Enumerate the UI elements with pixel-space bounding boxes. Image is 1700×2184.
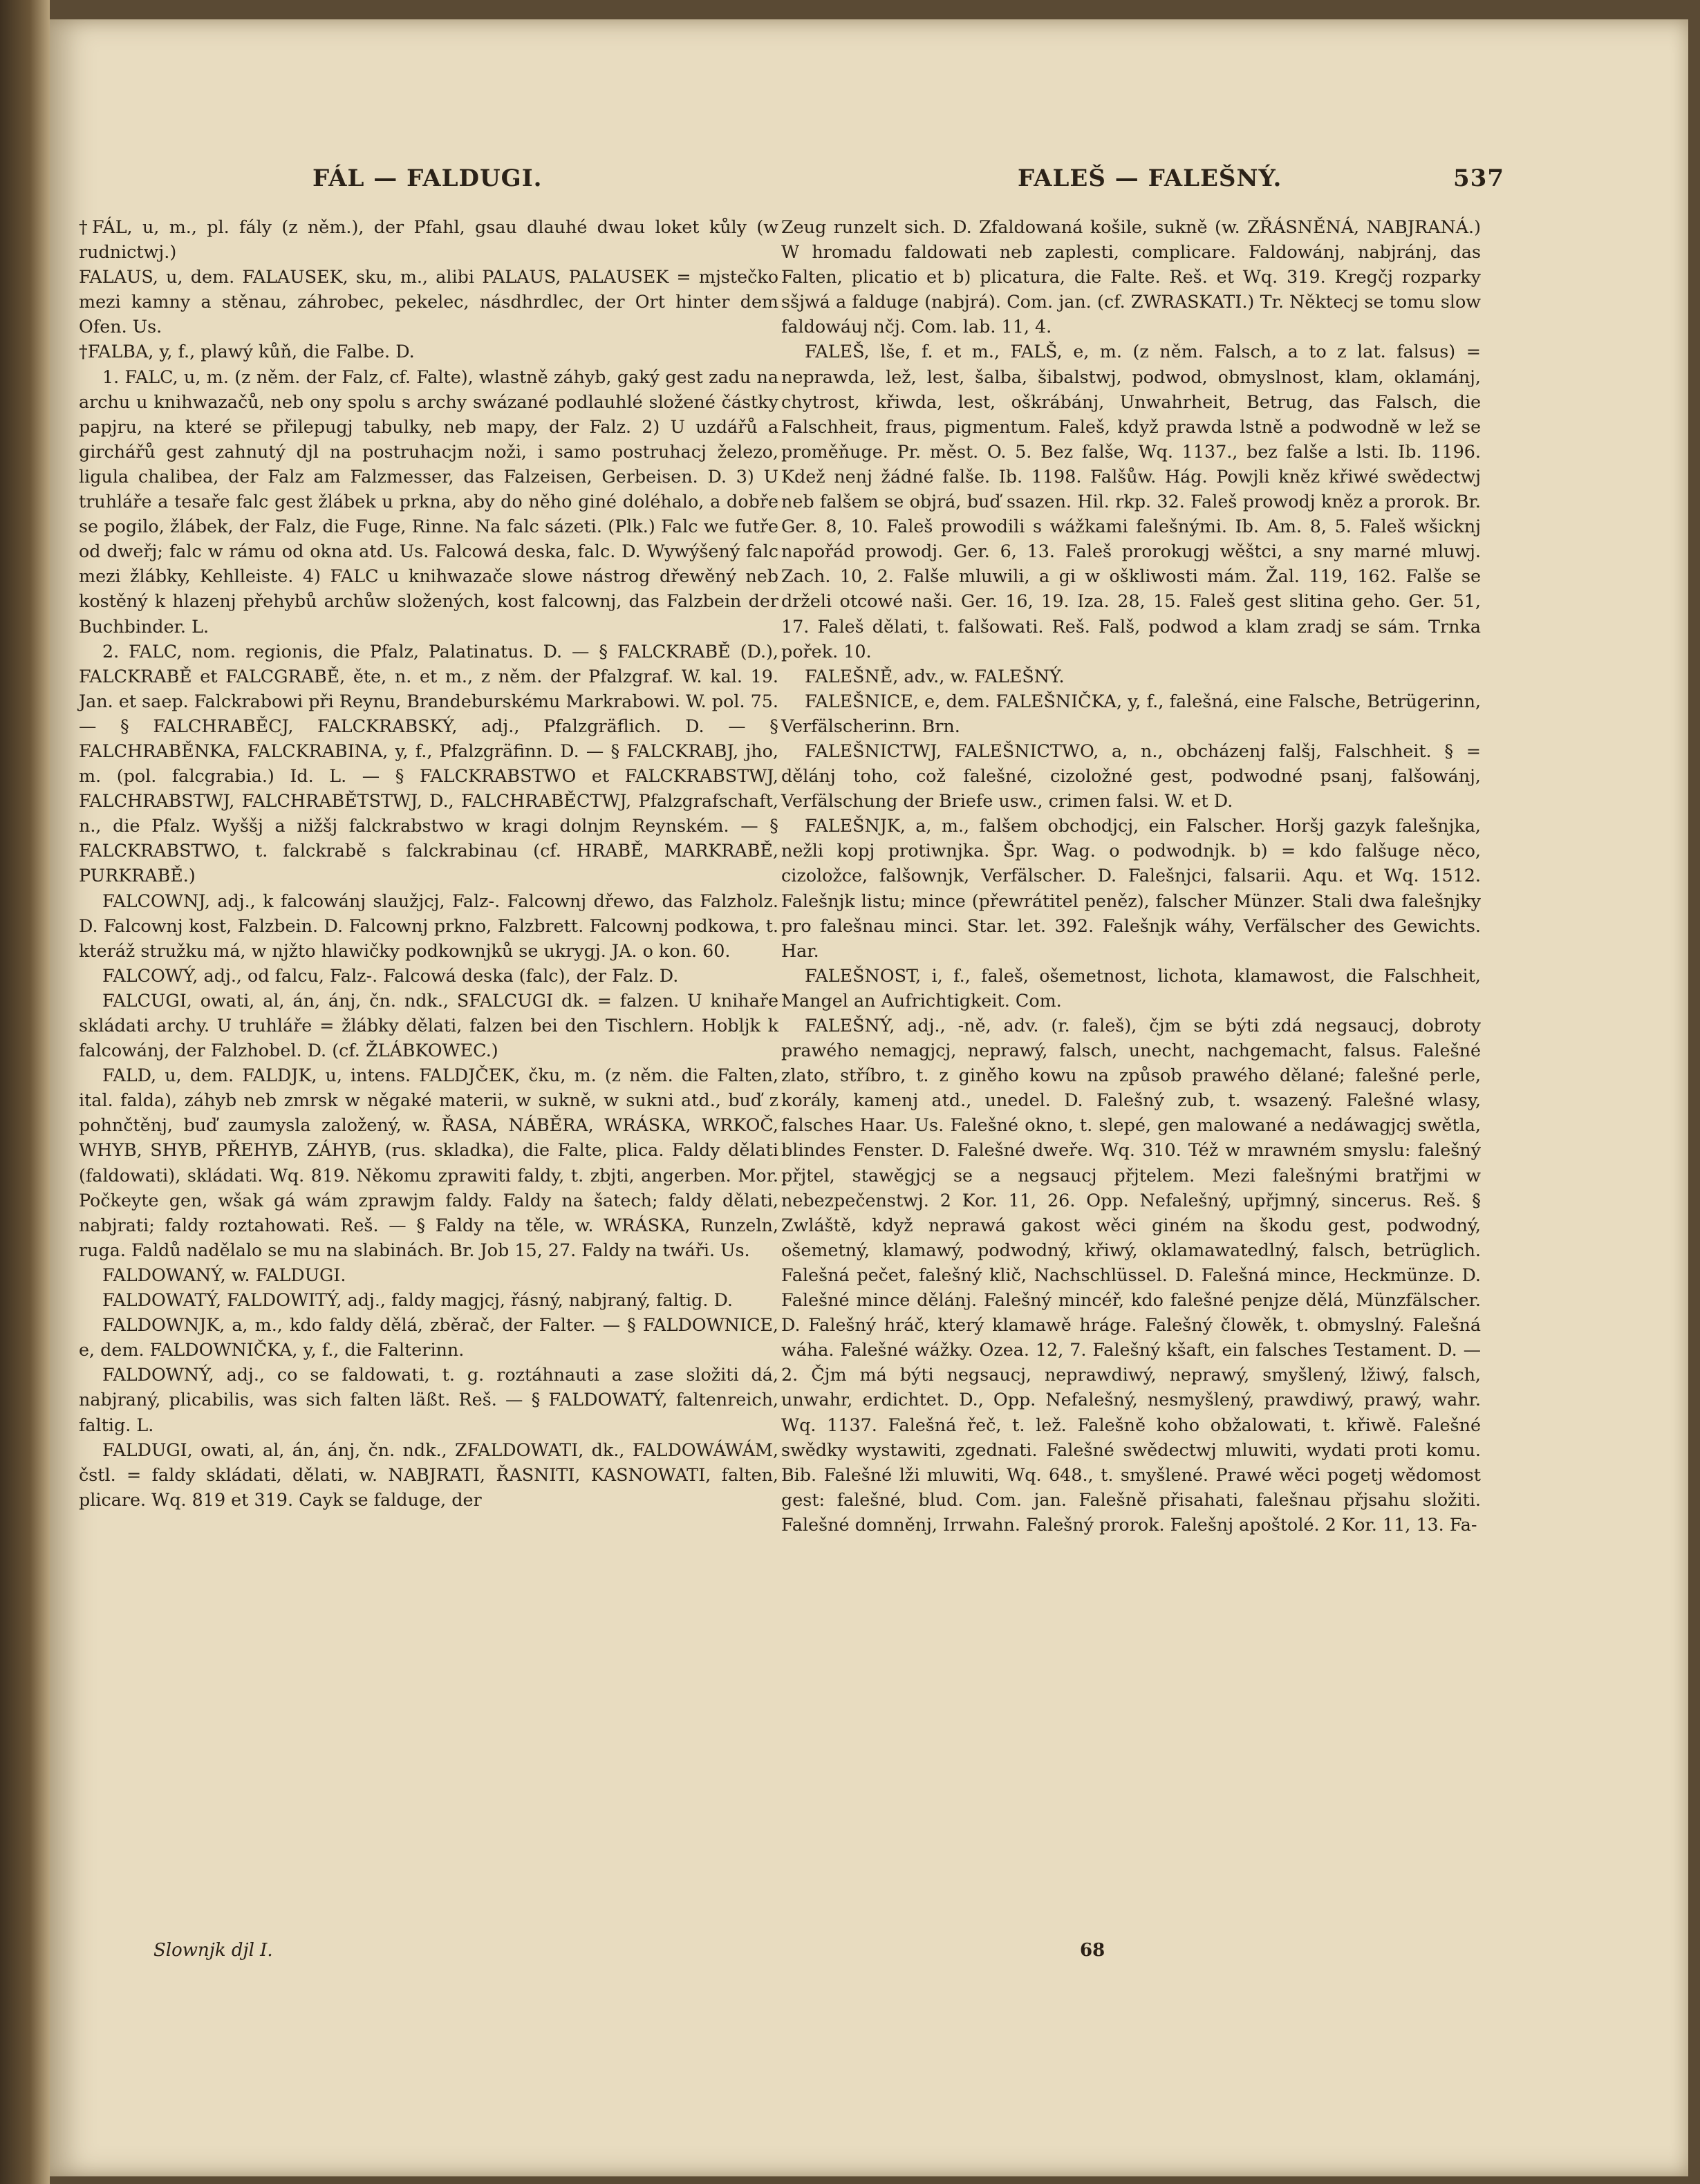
entry-falcugi: FALCUGI, owati, al, án, ánj, čn. ndk., SFALCUGI dk. = falzen. U knihaře skládati archy. U truhláře = žlábky dělati, falzen bei den Tischlern. Hobljk k falcowánj, der Falzhobel. D. (cf. ŽLÁBKOWEC.) xyxy=(79,989,778,1061)
entry-falcownj: FALCOWNJ, adj., k falcowánj slaužjcj, Falz-. Falcownj dřewo, das Falzholz. D. Falcownj kost, Falzbein. D. Falcownj prkno, Falzbrett. Falcownj podkowa, t. kteráž stružku má, w njžto hlawičky podkownjků se ukrygj. JA. o kon. 60. xyxy=(79,890,778,961)
dictionary-page xyxy=(50,19,1688,2176)
entry-falesnost: FALEŠNOST, i, f., faleš, ošemetnost, lichota, klamawost, die Falschheit, Mangel an Aufrichtigkeit. Com. xyxy=(781,964,1481,1011)
entry-falc-2: 2. FALC, nom. regionis, die Pfalz, Palatinatus. D. — § FALCKRABĚ (D.), FALCKRABĚ et FALCGRABĚ, ěte, n. et m., z něm. der Pfalzgraf. W. kal. 19. Jan. et saep. Falckrabowi při Reynu, Brandeburskému Markrabowi. W. pol. 75. — § FALCHRABĚCJ, FALCKRABSKÝ, adj., Pfalzgräflich. D. — § FALCHRABĚNKA, FALCKRABINA, y, f., Pfalzgräfinn. D. — § FALCKRABJ, jho, m. (pol. falcgrabia.) Id. L. — § FALCKRABSTWO et FALCKRABSTWJ, FALCHRABSTWJ, FALCHRABĚTSTWJ, D., FALCHRABĚCTWJ, Pfalzgrafschaft, n., die Pfalz. Wyššj a nižšj falckrabstwo w kragi dolnjm Reynském. — § FALCKRABSTWO, t. falckrabě s falckrabinau (cf. HRABĚ, MARKRABĚ, PURKRABĚ.) xyxy=(79,640,778,886)
entry-falcowy: FALCOWÝ, adj., od falcu, Falz-. Falcowá deska (falc), der Falz. D. xyxy=(102,964,679,986)
header-right-guide-words: FALEŠ — FALEŠNÝ. xyxy=(1018,165,1282,192)
entry-falesnictwj: FALEŠNICTWJ, FALEŠNICTWO, a, n., obcházenj falšj, Falschheit. § = dělánj toho, což falešné, cizoložné gest, podwodné psanj, falšowánj, Verfälschung der Briefe usw., crimen falsi. W. et D. xyxy=(781,740,1481,812)
running-header xyxy=(50,165,1688,206)
sheet-number: 68 xyxy=(1080,1940,1105,1961)
page-number: 537 xyxy=(1453,165,1504,192)
entry-falesne: FALEŠNĚ, adv., w. FALEŠNÝ. xyxy=(805,665,1065,687)
entry-faldugi-continued: Zeug runzelt sich. D. Zfaldowaná košile, sukně (w. ZŘÁSNĚNÁ, NABJRANÁ.) W hromadu faldowati neb zaplesti, complicare. Faldowánj, nabjránj, das Falten, plicatio et b) plicatura, die Falte. Reš. et Wq. 319. Kregčj rozparky sšjwá a falduge (nabjrá). Com. jan. (cf. ZWRASKATI.) Tr. Něktecj se tomu slow faldowáuj nčj. Com. lab. 11, 4. xyxy=(781,216,1481,337)
entry-fal: †FÁL, u, m., pl. fály (z něm.), der Pfahl, gsau dlauhé dwau loket kůly (w rudnictwj.) xyxy=(79,216,778,263)
book-spine-shadow xyxy=(0,0,50,2184)
left-column xyxy=(79,214,778,1512)
entry-falba: †FALBA, y, f., plawý kůň, die Falbe. D. xyxy=(79,341,415,362)
entry-falesny: FALEŠNÝ, adj., -ně, adv. (r. faleš), čjm se býti zdá negsaucj, dobroty prawého nemagjcj, neprawý, falsch, unecht, nachgemacht, falsus. Falešné zlato, stříbro, t. z gině́ho kowu na způsob prawého dělané; falešné perle, korály, kamenj atd., unedel. D. Falešný zub, t. wsazený. Falešné wlasy, falsches Haar. Us. Falešné okno, t. slepé, gen malowané a nedáwagjcj swětla, blindes Fenster. D. Falešné dweře. Wq. 310. Též w mrawném smyslu: falešný přjtel, stawěgjcj se a negsaucj přjtelem. Mezi falešnými bratřjmi w nebezpečenstwj. 2 Kor. 11, 26. Opp. Nefalešný, upřjmný, sincerus. Reš. § Zwláště, když neprawá gakost wěci giném na škodu gest, podwodný, ošemetný, klamawý, podwodný, křiwý, oklamawatedlný, falsch, betrüglich. Falešná pečet, falešný klič, Nachschlüssel. D. Falešná mince, Heckmünze. D. Falešné mince dělánj. Falešný mincéř, kdo falešné penjze dělá, Münzfälscher. D. Falešný hráč, který klamawě hráge. Falešný člowěk, t. obmyslný. Falešná wáha. Falešné wážky. Ozea. 12, 7. Falešný kšaft, ein falsches Testament. D. — 2. Čjm má býti negsaucj, neprawdiwý, neprawý, smyšlený, lžiwý, falsch, unwahr, erdichtet. D., Opp. Nefalešný, nesmyšlený, prawdiwý, prawý, wahr. Wq. 1137. Falešná řeč, t. lež. Falešně koho obžalowati, t. křiwě. Falešné swědky wystawiti, zgednati. Falešné swědectwj mluwiti, wydati proti komu. Bib. Falešné lži mluwiti, Wq. 648., t. smyšlené. Prawé wěci pogetj wědomost gest: falešné, blud. Com. jan. Falešně přisahati, falešnau přjsahu složiti. Falešné domněnj, Irrwahn. Falešný prorok. Falešnj apoštolé. 2 Kor. 11, 13. Fa- xyxy=(781,1015,1481,1535)
page-footer xyxy=(50,1940,1688,1975)
signature-mark: Slownjk djl I. xyxy=(153,1940,273,1961)
entry-faldugi: FALDUGI, owati, al, án, ánj, čn. ndk., ZFALDOWATI, dk., FALDOWÁWÁM, čstl. = faldy skládati, dělati, w. NABJRATI, ŘASNITI, KASNOWATI, falten, plicare. Wq. 819 et 319. Cayk se falduge, der xyxy=(79,1439,778,1510)
right-column xyxy=(781,214,1481,1537)
entry-fald: FALD, u, dem. FALDJK, u, intens. FALDJČEK, čku, m. (z něm. die Falten, ital. falda), záhyb neb zmrsk w něgaké materii, w sukně, w sukni atd., buď z pohnčtěnj, buď zaumysla založený, w. ŘASA, NÁBĚRA, WRÁSKA, WRKOČ, WHYB, SHYB, PŘEHYB, ZÁHYB, (rus. skladka), die Falte, plica. Faldy dělati (faldowati), skládati. Wq. 819. Někomu zprawiti faldy, t. zbjti, angerben. Mor. Počkeyte gen, wšak gá wám zprawjm faldy. Faldy na šatech; faldy dělati, nabjrati; faldy roztahowati. Reš. — § Faldy na těle, w. WRÁSKA, Runzeln, ruga. Faldů nadělalo se mu na slabinách. Br. Job 15, 27. Faldy na twáři. Us. xyxy=(79,1065,778,1260)
header-left-guide-words: FÁL — FALDUGI. xyxy=(312,165,543,192)
entry-falc-1: 1. FALC, u, m. (z něm. der Falz, cf. Falte), wlastně záhyb, gaký gest zadu na archu u knihwazačů, neb ony spolu s archy swázané podlauhlé složené částky papjru, na které se přilepugj tabulky, neb mapy, der Falz. 2) U uzdářů a girchářů gest zahnutý djl na postruhacjm noži, i samo postruhacj železo, ligula chalibea, der Falz am Falzmesser, das Falzeisen, Gerbeisen. D. 3) U truhláře a tesaře falc gest žlábek u prkna, aby do něho giné doléhalo, a dobře se pogilo, žlábek, der Falz, die Fuge, Rinne. Na falc sázeti. (Plk.) Falc we futře od dweřj; falc w rámu od okna atd. Us. Falcowá deska, falc. D. Wywýšený falc mezi žlábky, Kehlleiste. 4) FALC u knihwazače slowe nástrog dřewěný neb kostěný k hlazenj přehybů archůw složených, kost falcownj, das Falzbein der Buchbinder. L. xyxy=(79,366,778,637)
entry-faldowaty: FALDOWATÝ, FALDOWITÝ, adj., faldy magjcj, řásný, nabjraný, faltig. D. xyxy=(102,1289,733,1311)
entry-falaus: FALAUS, u, dem. FALAUSEK, sku, m., alibi PALAUS, PALAUSEK = mjstečko mezi kamny a stěnau, záhrobec, pekelec, násdhrdlec, der Ort hinter dem Ofen. Us. xyxy=(79,266,778,337)
entry-falesnjk: FALEŠNJK, a, m., falšem obchodjcj, ein Falscher. Horšj gazyk falešnjka, nežli kopj protiwnjka. Špr. Wag. o podwodnjk. b) = kdo falšuge něco, cizoložce, falšownjk, Verfälscher. D. Falešnjci, falsarii. Aqu. et Wq. 1512. Falešnjk listu; mince (přewrátitel peněz), falscher Münzer. Stali dwa falešnjky pro falešnau minci. Star. let. 392. Falešnjk wáhy, Verfälscher des Gewichts. Har. xyxy=(781,815,1481,961)
entry-fales: FALEŠ, lše, f. et m., FALŠ, e, m. (z něm. Falsch, a to z lat. falsus) = neprawda, lež, lest, šalba, šibalstwj, podwod, obmyslnost, klam, oklamánj, chytrost, křiwda, lest, oškrábánj, Unwahrheit, Betrug, das Falsch, die Falschheit, fraus, pigmentum. Faleš, když prawda lstně a podwodně w lež se proměňuge. Pr. měst. O. 5. Bez falše, Wq. 1137., bez falše a lsti. Ib. 1196. Kdež nenj žádné falše. Ib. 1198. Falšůw. Hág. Powjli kněz křiwé swědectwj neb falšem se objrá, buď ssazen. Hil. rkp. 32. Faleš prowodj kněz a prorok. Br. Ger. 8, 10. Faleš prowodili s wážkami falešnými. Ib. Am. 8, 5. Faleš wšicknj napořád prowodj. Ger. 6, 13. Faleš prorokugj wěštci, a sny marné mluwj. Zach. 10, 2. Falše mluwili, a gi w oškliwosti mám. Žal. 119, 162. Falše se drželi otcowé naši. Ger. 16, 19. Iza. 28, 15. Faleš gest slitina geho. Ger. 51, 17. Faleš dělati, t. falšowati. Reš. Falš, podwod a klam zradj se sám. Trnka pořek. 10. xyxy=(781,341,1481,662)
entry-faldownjk: FALDOWNJK, a, m., kdo faldy dělá, zběrač, der Falter. — § FALDOWNICE, e, dem. FALDOWNIČKA, y, f., die Falterinn. xyxy=(79,1314,778,1361)
entry-faldowany: FALDOWANÝ, w. FALDUGI. xyxy=(102,1264,346,1285)
entry-falesnice: FALEŠNICE, e, dem. FALEŠNIČKA, y, f., falešná, eine Falsche, Betrügerinn, Verfälscherinn. Brn. xyxy=(781,690,1481,736)
entry-faldowny: FALDOWNÝ, adj., co se faldowati, t. g. roztáhnauti a zase složiti dá, nabjraný, plicabilis, was sich falten läßt. Reš. — § FALDOWATÝ, faltenreich, faltig. L. xyxy=(79,1364,778,1435)
